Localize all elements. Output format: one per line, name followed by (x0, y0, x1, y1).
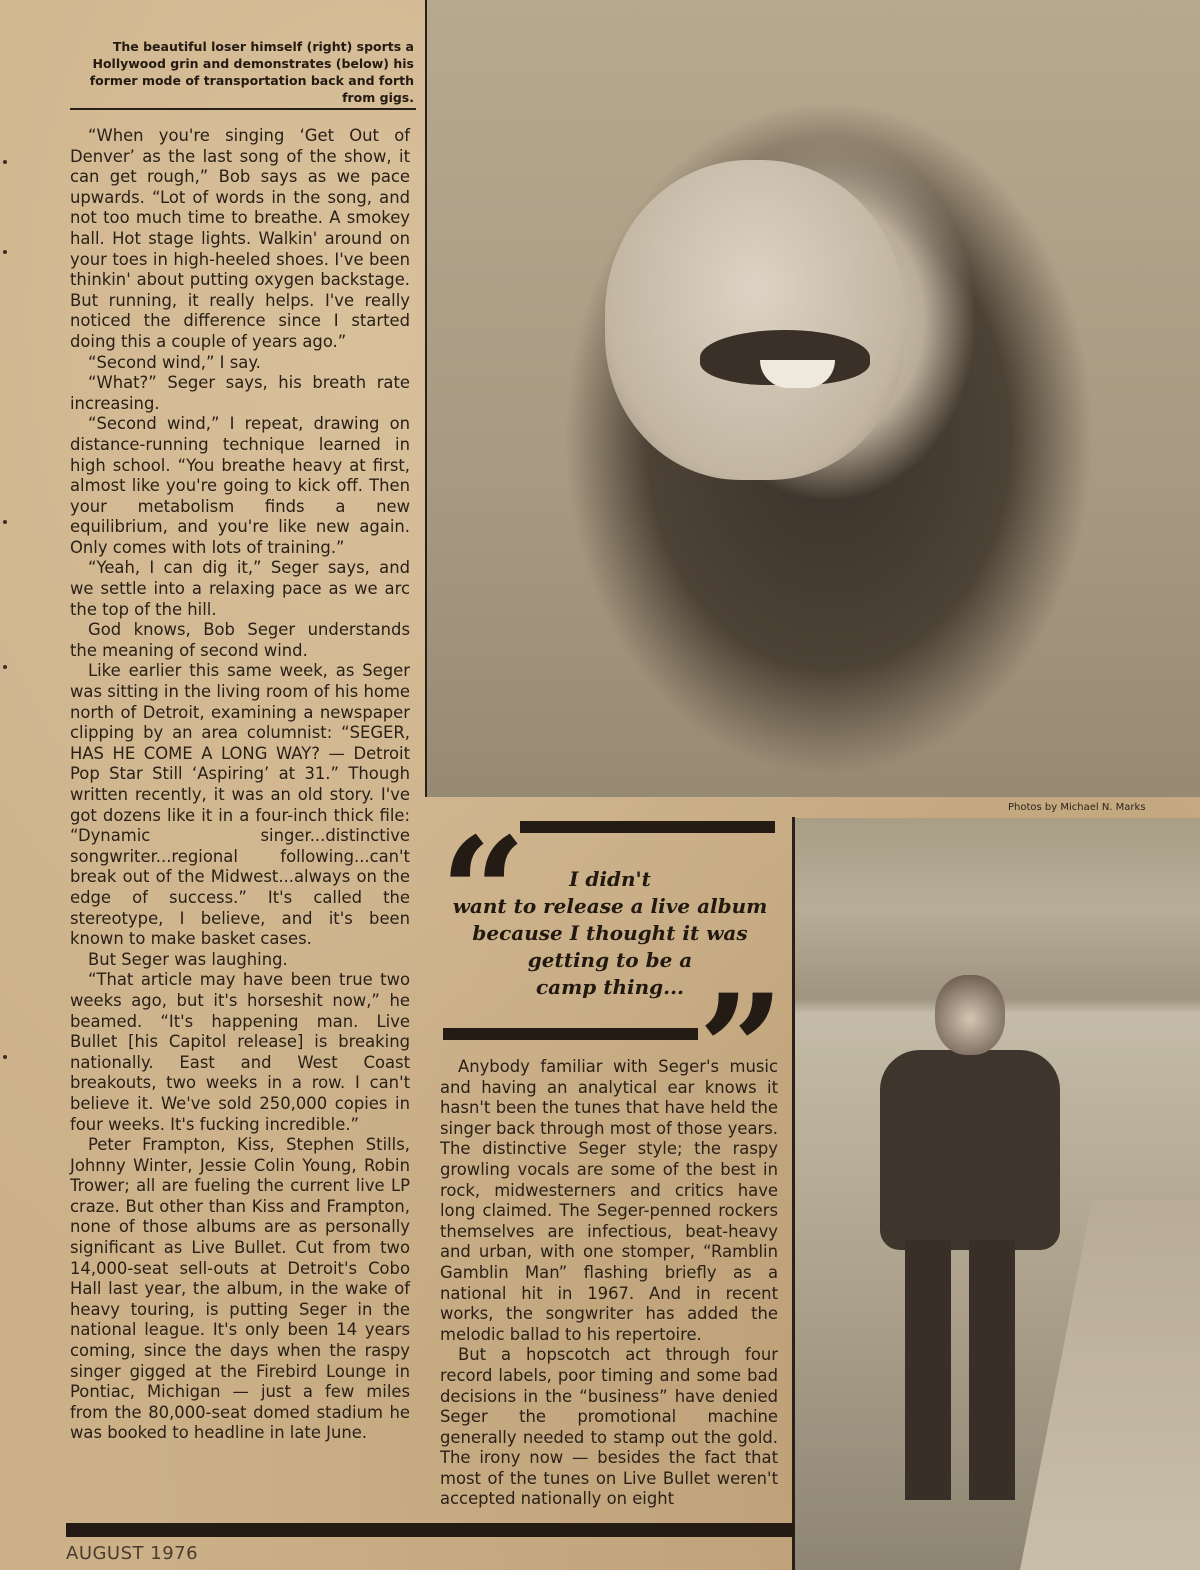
quote-rule-bottom (443, 1028, 698, 1040)
margin-speck (3, 520, 7, 524)
photo-caption: The beautiful loser himself (right) sports a Hollywood grin and demonstrates (below) his former mode of transportation back and forth from gigs. (89, 39, 414, 105)
runner-legs (905, 1240, 1015, 1500)
paragraph: “When you're singing ‘Get Out of Denver’ as the last song of the show, it can get rough,” Bob says as we pace upwards. “Lot of words in the song, and not too much time to breathe. A smokey hall. Hot stage lights. Walkin' around on your toes in high-heeled shoes. I've been thinkin' about putting oxygen backstage. But running, it really helps. I've really noticed the difference since I started doing this a couple of years ago.” (70, 126, 410, 351)
paragraph: Peter Frampton, Kiss, Stephen Stills, Johnny Winter, Jessie Colin Young, Robin Trower; all are fueling the current live LP craze. But other than Kiss and Frampton, none of those albums are as personally significant as Live Bullet. Cut from two 14,000-seat sell-outs at Detroit's Cobo Hall last year, the album, in the wake of heavy touring, is putting Seger in the national league. It's only been 14 years coming, since the days when the raspy singer gigged at the Firebird Lounge in Pontiac, Michigan — just a few miles from the 80,000-seat domed stadium he was booked to headline in late June. (70, 1135, 410, 1443)
paragraph: Like earlier this same week, as Seger was sitting in the living room of his home north of Detroit, examining a newspaper clipping by an area columnist: “SEGER, HAS HE COME A LONG WAY? — Detroit Pop Star Still ‘Aspiring’ at 31.” Though written recently, it was an old story. I've got dozens like it in a four-inch thick file: “Dynamic singer...distinctive songwriter...regional following...can't break out of the Midwest...always on the edge of success.” It's called the stereotype, I believe, and it's been known to make basket cases. (70, 661, 410, 949)
paragraph: God knows, Bob Seger understands the meaning of second wind. (70, 620, 410, 660)
pull-quote-line: getting to be a (527, 948, 693, 972)
paragraph: “What?” Seger says, his breath rate increasing. (70, 373, 410, 413)
paragraph: “Second wind,” I say. (88, 352, 261, 372)
article-column-left (70, 126, 410, 1444)
footer-rule (66, 1523, 794, 1537)
paragraph: Anybody familiar with Seger's music and having an analytical ear knows it hasn't been the tunes that have held the singer back through most of those years. The distinctive Seger style; the raspy growling vocals are some of the best in rock, midwesterners and critics have long claimed. The Seger-penned rockers themselves are infectious, beat-heavy and urban, with one stomper, “Ramblin Gamblin Man” flashing briefly as a national hit in 1967. And in recent works, the songwriter has added the melodic ballad to his repertoire. (440, 1057, 778, 1344)
runner-figure (880, 1050, 1060, 1250)
paragraph: “That article may have been true two weeks ago, but it's horseshit now,” he beamed. “It's happening man. Live Bullet [his Capitol release] is breaking nationally. East and West Coast breakouts, two weeks in a row. I can't believe it. We've sold 250,000 copies in four weeks. It's fucking incredible.” (70, 970, 410, 1134)
pull-quote-line: want to release a live album (452, 894, 768, 918)
margin-speck (3, 160, 7, 164)
close-quote-mark-icon: ” (698, 962, 785, 1138)
pull-quote-line: camp thing... (535, 975, 685, 999)
issue-date: AUGUST 1976 (66, 1543, 199, 1564)
photo-credit: Photos by Michael N. Marks (1008, 802, 1146, 813)
caption-rule (70, 108, 416, 110)
quote-rule-top (520, 821, 775, 833)
portrait-face (605, 160, 905, 480)
margin-speck (3, 1055, 7, 1059)
pull-quote-line: I didn't (569, 867, 651, 891)
paragraph: But a hopscotch act through four record labels, poor timing and some bad decisions in the “business” have denied Seger the promotional machine generally needed to stamp out the gold. The irony now — besides the fact that most of the tunes on Live Bullet weren't accepted nationally on eight (440, 1345, 778, 1509)
article-column-right (440, 1057, 778, 1510)
paragraph: “Second wind,” I repeat, drawing on distance-running technique learned in high school. “You breathe heavy at first, almost like you're going to kick off. Then your metabolism finds a new equilibrium, and you're like new again. Only comes with lots of training.” (70, 414, 410, 557)
pull-quote-line: because I thought it was (472, 921, 748, 945)
paragraph: But Seger was laughing. (88, 949, 288, 969)
paragraph: “Yeah, I can dig it,” Seger says, and we settle into a relaxing pace as we arc the top of the hill. (70, 558, 410, 619)
margin-speck (3, 250, 7, 254)
runner-head (935, 975, 1005, 1055)
margin-speck (3, 665, 7, 669)
open-quote-mark-icon: “ (440, 805, 527, 981)
